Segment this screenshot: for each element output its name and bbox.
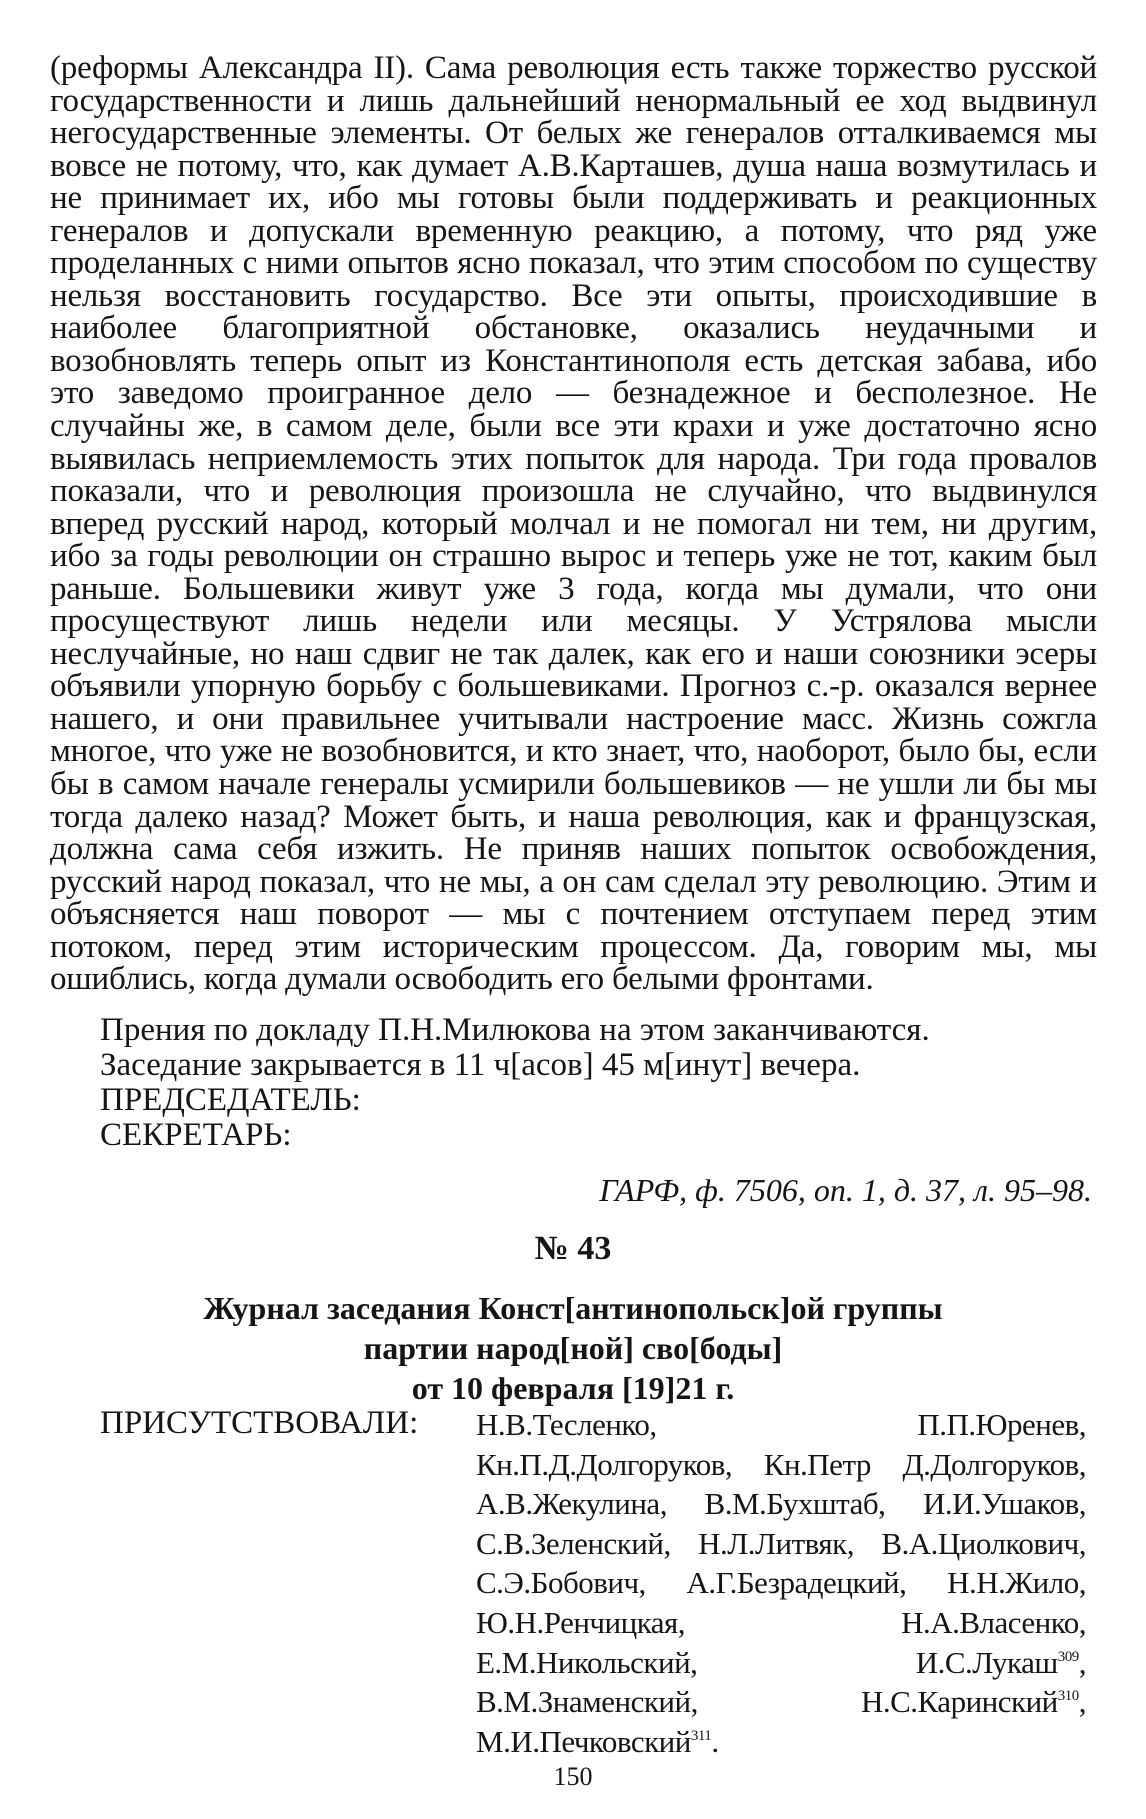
- footnote-310: 310: [1057, 1688, 1079, 1705]
- document-number: № 43: [534, 1230, 612, 1267]
- document-title-line-2: партии народ[ной] сво[боды]: [363, 1330, 783, 1366]
- present-names-list: [476, 1405, 1086, 1761]
- body-paragraph: (реформы Александра II). Сама революция есть также торжество русской государственности и лишь дальнейший ненормальный ее ход выдвинул негосударственные элементы. От белых же генералов отталкиваемся мы вовсе не потому, что, как думает А.В.Карташев, душа наша возмутилась и не принимает их, ибо мы готовы были поддерживать и реакционных генералов и допускали временную реакцию, а потому, что ряд уже проделанных с ними опытов ясно показал, что этим способом по существу нельзя восстановить государство. Все эти опыты, происходившие в наиболее благоприятной обстановке, оказались неудачными и возобновлять теперь опыт из Константинополя есть детская забава, ибо это заведомо проигранное дело — безнадежное и бесполезное. Не случайны же, в самом деле, были все эти крахи и уже достаточно ясно выявилась неприемлемость этих попыток для народа. Три года провалов показали, что и революция произошла не случайно, что выдвинулся вперед русский народ, который молчал и не помогал ни тем, ни другим, ибо за годы революции он страшно вырос и теперь уже не тот, каким был раньше. Большевики живут уже 3 года, когда мы думали, что они просуществуют лишь недели или месяцы. У Устрялова мысли неслучайные, но наш сдвиг не так далек, как его и наши союзники эсеры объявили упорную борьбу с большевиками. Прогноз с.-р. оказался вернее нашего, и они правильнее учитывали настроение масс. Жизнь сожгла многое, что уже не возобновится, и кто знает, что, наоборот, было бы, если бы в самом начале генералы усмирили большевиков — не ушли ли бы мы тогда далеко назад? Может быть, и наша революция, как и французская, должна сама себя изжить. Не приняв наших попыток освобождения, русский народ показал, что не мы, а он сам сделал эту революцию. Этим и объясняется наш поворот — мы с почтением отступаем перед этим потоком, перед этим историческим процессом. Да, говорим мы, мы ошиблись, когда думали освободить его белыми фронтами.: [50, 50, 1097, 998]
- present-names-part-3: , М.И.Печковский: [476, 1684, 1086, 1759]
- page-number: 150: [553, 1762, 593, 1791]
- present-names-part-1: Н.В.Тесленко, П.П.Юренев, Кн.П.Д.Долгоруков, Кн.Петр Д.Долгоруков, А.В.Жекулина, В.М.Бухштаб, И.И.Ушаков, С.В.Зеленский, Н.Л.Литвяк, В.А.Циолкович, С.Э.Бобович, А.Г.Безрадецкий, Н.Н.Жило, Ю.Н.Ренчицкая, Н.А.Власенко, Е.М.Никольский, И.С.Лукаш: [476, 1407, 1086, 1680]
- document-title-line-1: Журнал заседания Конст[антинопольск]ой группы: [203, 1290, 943, 1326]
- session-close-line: Заседание закрывается в 11 ч[асов] 45 м[инут] вечера.: [100, 1047, 861, 1083]
- present-names-end: .: [711, 1723, 719, 1759]
- footnote-309: 309: [1057, 1648, 1079, 1665]
- body-text: [50, 52, 1097, 996]
- secretary-label: СЕКРЕТАРЬ:: [100, 1117, 292, 1153]
- document-title-line-3: от 10 февраля [19]21 г.: [411, 1370, 735, 1406]
- present-label: ПРИСУТСТВОВАЛИ:: [100, 1405, 419, 1441]
- present-names-part-2: , В.М.Знаменский, Н.С.Каринский: [476, 1644, 1086, 1720]
- footnote-311: 311: [690, 1727, 712, 1744]
- archive-source-reference: ГАРФ, ф. 7506, оп. 1, д. 37, л. 95–98.: [599, 1172, 1092, 1208]
- chairman-label: ПРЕДСЕДАТЕЛЬ:: [100, 1082, 361, 1118]
- document-title: [100, 1288, 1046, 1408]
- debate-end-line: Прения по докладу П.Н.Милюкова на этом заканчиваются.: [100, 1012, 930, 1048]
